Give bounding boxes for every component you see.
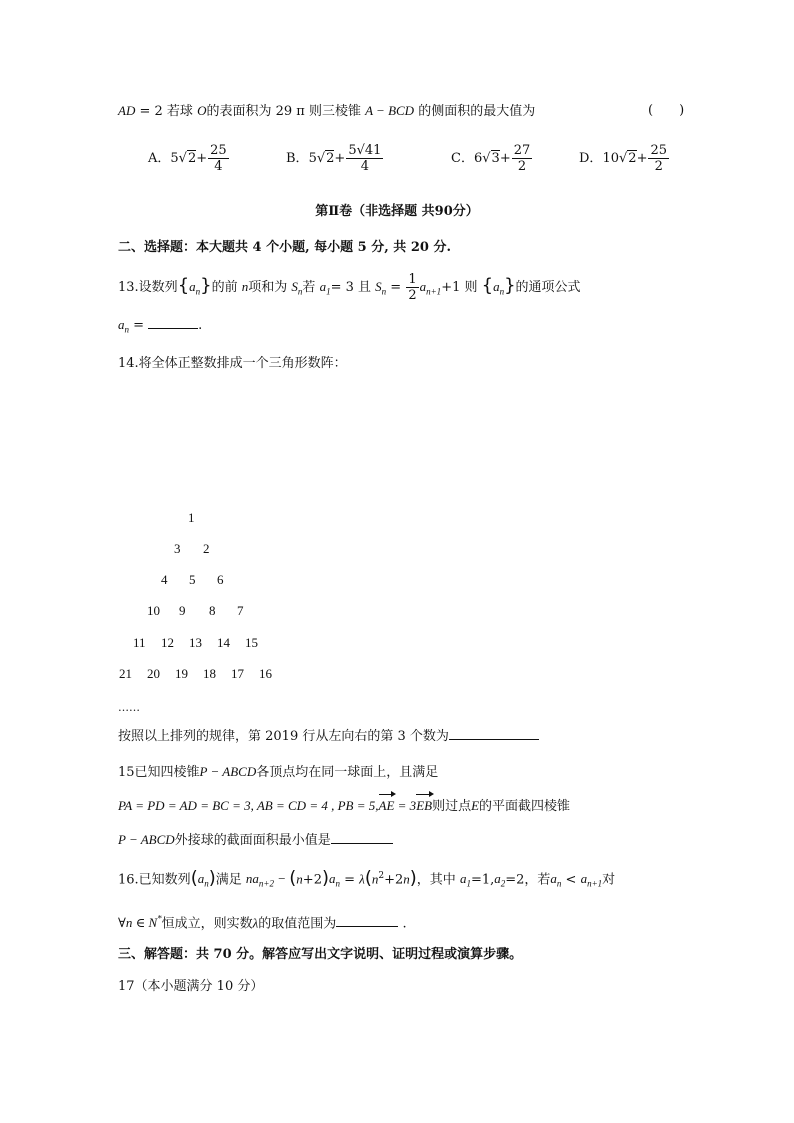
tri-cell: 13 [189, 635, 202, 650]
answer-blank-14[interactable] [449, 727, 539, 740]
tri-cell: 11 [133, 635, 146, 650]
answer-blank-13[interactable] [148, 316, 198, 329]
option-c: C．6√3+ $\frac{27}{2}$ [451, 143, 531, 174]
q12-stem-line: AD = 2 若球 O的表面积为 29 π 则三棱锥 A − BCD 的侧面积的最大值为 [118, 103, 536, 119]
q15-line1: 15已知四棱锥P − ABCD各顶点均在同一球面上，且满足 [118, 764, 439, 780]
tri-cell: 17 [231, 666, 244, 681]
tri-cell: 19 [175, 666, 188, 681]
tri-cell: 16 [259, 666, 272, 681]
answer-blank-15[interactable] [331, 831, 393, 844]
q17-heading: 17（本小题满分 10 分） [118, 979, 264, 994]
section3-heading: 三、解答题：共 70 分。解答应写出文字说明、证明过程或演算步骤。 [118, 947, 523, 962]
tri-cell: 4 [161, 572, 168, 587]
q13-line2: $a_n$ = . [118, 317, 203, 335]
tri-cell: 9 [179, 603, 186, 618]
tri-cell: 7 [237, 603, 244, 618]
ellipsis: …… [118, 701, 140, 714]
q14-text: 14.将全体正整数排成一个三角形数阵： [118, 356, 347, 371]
tri-cell: 12 [161, 635, 174, 650]
option-b: B．5√2+ $\frac{5√41}{4}$ [286, 143, 382, 174]
q15-line2: PA = PD = AD = BC = 3, AB = CD = 4 , PB = 5,AE = 3EB则过点E的平面截四棱锥 [118, 798, 571, 814]
tri-cell: 8 [209, 603, 216, 618]
tri-cell: 21 [119, 666, 132, 681]
tri-cell: 5 [189, 572, 196, 587]
answer-blank-16[interactable] [336, 914, 398, 927]
tri-cell: 14 [217, 635, 230, 650]
tri-cell: 1 [188, 510, 195, 525]
tri-cell: 18 [203, 666, 216, 681]
q16-line1: 16.已知数列$(a_n)$满足 $na_{n+2} - (n+2)a_n = \lambda(n^2+2n)$，其中 $a_1=1,a_2=2$，若$a_n < a_{n+1}$对 [118, 867, 616, 889]
section2-heading: 二、选择题：本大题共 4 个小题, 每小题 5 分, 共 20 分. [118, 240, 451, 255]
tri-cell: 15 [245, 635, 258, 650]
q15-line3: P − ABCD外接球的截面面积最小值是 [118, 830, 393, 851]
tri-cell: 2 [203, 541, 210, 556]
part2-title: 第Ⅱ卷（非选择题 共90分） [315, 204, 479, 219]
option-a: A．5√2+ $\frac{25}{4}$ [148, 143, 227, 174]
q16-line2: ∀n ∈ N*恒成立，则实数λ的取值范围为 . [118, 914, 407, 932]
tri-cell: 10 [147, 603, 160, 618]
tri-cell: 20 [147, 666, 160, 681]
tri-cell: 3 [174, 541, 181, 556]
q14-question: 按照以上排列的规律，第 2019 行从左向右的第 3 个数为 [118, 727, 539, 747]
tri-cell: 6 [217, 572, 224, 587]
option-d: D．10√2+ $\frac{25}{2}$ [579, 143, 668, 174]
answer-bracket: ( ) [648, 103, 685, 118]
q13-line1: 13.设数列$\{a_n\}$的前 n项和为 $S_n$若 $a_1= 3$ 且 $S_n$ = $\frac{1}{2}$ $a_{n+1}+1$ 则 $\{a_n\}$的通项公式 [118, 272, 581, 303]
